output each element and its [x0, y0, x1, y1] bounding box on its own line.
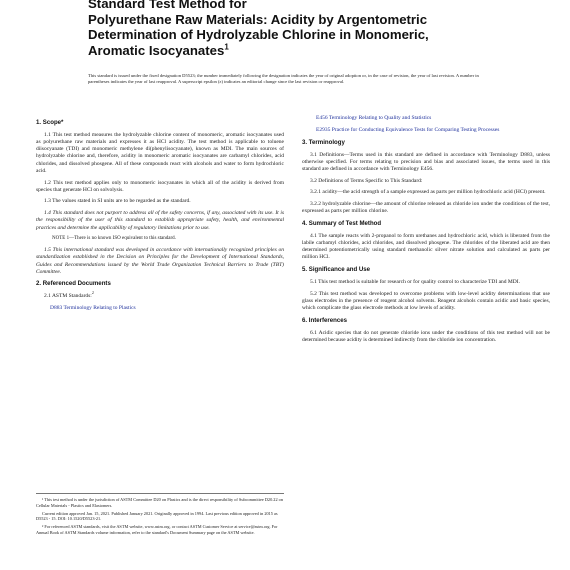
section-heading-terminology: 3. Terminology: [302, 138, 345, 146]
reference-e456-title[interactable]: Terminology Relating to Quality and Statistics: [328, 115, 432, 121]
ref-footnote-mark: 2: [91, 290, 94, 296]
paragraph-2-1: [36, 290, 284, 300]
title-line-1: Standard Test Method for: [88, 0, 247, 11]
paragraph-1-4: 1.4 This standard does not purport to address all of the safety concerns, if any, associated with its use. It is the responsibility of the user of this standard to establish appropriate safety, health, and environmental practices and determine the applicability of regulatory limitations prior to use.: [36, 210, 284, 231]
reference-e2935-title[interactable]: Practice for Conducting Equivalence Tests for Comparing Testing Processes: [331, 126, 500, 133]
designation-notice: This standard is issued under the fixed designation D5523; the number immediately following the designation indicates the year of original adoption or, in the case of revision, the year of last revision. A number in parentheses indicates the year of last reapproval. A superscript epsilon (ε) indicates an editorial change since the last revision or reapproval.: [88, 73, 479, 84]
document-title: [88, 0, 508, 58]
paragraph-1-2: 1.2 This test method applies only to monomeric isocyanates in which all of the acidity is derived from species that generate HCl on solvolysis.: [36, 179, 284, 193]
right-column: [302, 115, 550, 349]
title-footnote-mark: 1: [224, 42, 229, 52]
title-line-4: [88, 43, 508, 59]
paragraph-5-1: 5.1 This test method is suitable for research or for quality control to characterize TDI and MDI.: [310, 279, 520, 286]
astm-standards-label: 2.1 ASTM Standards:: [44, 293, 92, 300]
section-heading-scope: 1. Scope*: [36, 119, 64, 126]
paragraph-5-2: 5.2 This test method was developed to overcome problems with low-level acidity determinations that use glass electrodes in the presence of reagent alcohol solvents. Reagent alcohols contain acidic and basic species, which complicate the glass electrode methods at low levels of acidity.: [302, 290, 550, 312]
left-column: [36, 115, 284, 317]
section-heading-referenced-documents: 2. Referenced Documents: [36, 280, 111, 288]
footnote-1: ¹ This test method is under the jurisdiction of ASTM Committee D20 on Plastics and is the direct responsibility of Subcommittee D20.22 on Cellular Materials - Plastics and Elastomers.: [36, 497, 283, 508]
paragraph-3-1: 3.1 Definitions—Terms used in this standard are defined in accordance with Terminology D883, unless otherwise specified. For terms relating to precision and bias and associated issues, the terms used in this standard are defined in accordance with Terminology E456.: [302, 151, 550, 172]
reference-d883-title[interactable]: Terminology Relating to Plastics: [63, 305, 136, 312]
paragraph-1-1: 1.1 This test method measures the hydrolyzable chlorine content of monomeric, aromatic isocyanates used as polyurethane raw materials and expresses it as HCl acidity. The test method is applicable to toluene diisocyanate (TDI) and monomeric methylene di(phenylisocyanate), known as MDI. The main sources of hydrolyzable chlorine and, therefore, acidity in monomeric aromatic isocyanates are carbamyl chlorides, acid chlorides, and dissolved phosgene. All of these compounds react with alcohols and water to form hydrochloric acid.: [36, 132, 284, 174]
reference-d883[interactable]: [36, 305, 284, 312]
footnote-1-edition: Current edition approved Jan. 15, 2021. Published January 2021. Originally approved in 1994. Last previous edition approved in 2015 as D5523 - 15. DOI: 10.1520/D5523-21.: [36, 510, 278, 522]
reference-e456[interactable]: [302, 115, 550, 122]
paragraph-1-3: 1.3 The values stated in SI units are to be regarded as the standard.: [44, 198, 191, 205]
paragraph-4-1: 4.1 The sample reacts with 2-propanol to form urethanes and hydrochloric acid, which is liberated from the labile carbamyl chlorides, acid chlorides, and dissolved phosgene. The chlorides of the liberated acid are then determined potentiometrically using standard methanolic silver nitrate solution and calculated as parts per million HCl.: [302, 232, 550, 261]
section-heading-interferences: 6. Interferences: [302, 317, 348, 324]
title-line-3: Determination of Hydrolyzable Chlorine in Monomeric,: [88, 27, 429, 42]
footnotes: [36, 493, 284, 538]
section-heading-summary: 4. Summary of Test Method: [302, 219, 382, 227]
paragraph-6-1: 6.1 Acidic species that do not generate chloride ions under the conditions of this test method will not be determined because acidity is determined indirectly from the chloride ion concentration.: [302, 330, 550, 344]
section-heading-significance: 5. Significance and Use: [302, 266, 371, 274]
title-line-4-text: Aromatic Isocyanates: [88, 42, 225, 58]
footnote-2: ² For referenced ASTM standards, visit the ASTM website, www.astm.org, or contact ASTM Customer Service at service@astm.org. For Annual Book of ASTM Standards volume information, refer to the standard's Document Summary page on the ASTM website.: [36, 524, 278, 535]
paragraph-3-2-2: 3.2.2 hydrolyzable chlorine—the amount of chlorine released as chloride ion under the conditions of the test, expressed as parts per million chlorine.: [302, 201, 550, 215]
reference-e2935-code[interactable]: E2935: [316, 126, 331, 133]
paragraph-3-2: 3.2 Definitions of Terms Specific to This Standard:: [310, 177, 423, 184]
reference-e2935[interactable]: [302, 127, 550, 134]
paragraph-3-2-1: 3.2.1 acidity—the acid strength of a sample expressed as parts per million hydrochloric acid (HCl) present.: [310, 189, 546, 196]
note-1: NOTE 1—There is no known ISO equivalent to this standard.: [52, 236, 176, 242]
title-line-2: Polyurethane Raw Materials: Acidity by Argentometric: [88, 11, 428, 27]
reference-d883-code[interactable]: D883: [50, 305, 63, 312]
reference-e456-code[interactable]: E456: [316, 115, 328, 121]
paragraph-1-5: 1.5 This international standard was developed in accordance with internationally recognized principles on standardization established in the Decision on Principles for the Development of International Standards, Guides and Recommendations issued by the World Trade Organization Technical Barriers to Trade (TBT) Committee.: [36, 247, 284, 275]
